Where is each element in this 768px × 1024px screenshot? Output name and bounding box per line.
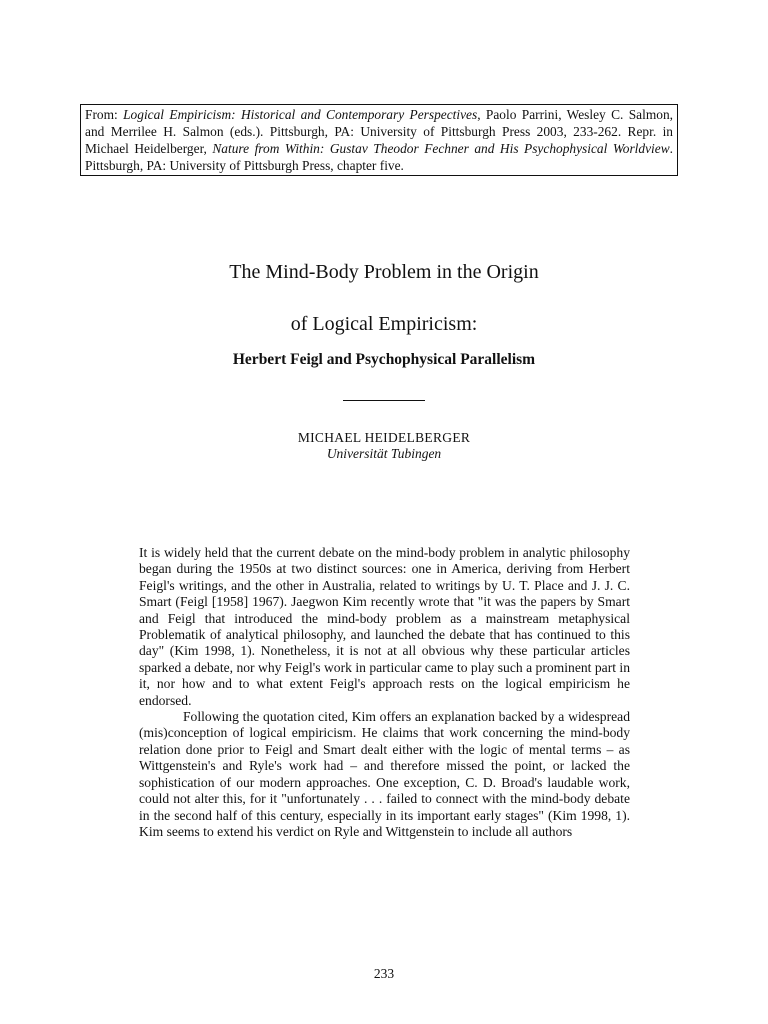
title-divider: [343, 400, 425, 401]
page-number: 233: [373, 966, 395, 981]
author-name: MICHAEL HEIDELBERGER: [297, 430, 471, 445]
source-reprint-title: Nature from Within: Gustav Theodor Fechner and His Psychophysical Worldview: [212, 141, 670, 156]
body-paragraph-2: Following the quotation cited, Kim offers an explanation backed by a widespread (mis)conception of logical empiricism. He claims that work concerning the mind-body relation done prior to Feigl and Smart dealt either with the logic of mental terms – as Wittgenstein's and Ryle's work had – and therefore missed the point, or lacked the sophistication of our modern approaches. One exception, C. D. Broad's laudable work, could not alter this, for it "unfortunately . . . failed to connect with the mind-body debate in the second half of this century, especially in its important early stages" (Kim 1998, 1). Kim seems to extend his verdict on Ryle and Wittgenstein to include all authors: [139, 709, 630, 839]
author-affiliation: Universität Tubingen: [326, 446, 442, 461]
article-title-line-1: The Mind-Body Problem in the Origin: [229, 261, 539, 283]
body-paragraph-1: It is widely held that the current debate on the mind-body problem in analytic philosophy began during the 1950s at two distinct sources: one in America, deriving from Herbert Feigl's writings, and the other in Australia, related to writings by U. T. Place and J. J. C. Smart (Feigl [1958] 1967). Jaegwon Kim recently wrote that "it was the papers by Smart and Feigl that introduced the mind-body problem as a mainstream metaphysical Problematik of analytical philosophy, and launched the debate that has continued to this day" (Kim 1998, 1). Nonetheless, it is not at all obvious why these particular articles sparked a debate, nor why Feigl's work in particular came to play such a prominent part in it, nor how and to what extent Feigl's approach rests on the logical empiricism he endorsed.: [139, 545, 630, 708]
source-prefix: From:: [85, 107, 124, 122]
source-publisher: . Pittsburgh, PA: University of Pittsburgh Press, chapter five.: [85, 141, 673, 173]
source-book-title: Logical Empiricism: Historical and Contemporary Perspectives: [123, 107, 478, 122]
article-body: [139, 545, 630, 840]
article-title-line-2: of Logical Empiricism:: [290, 313, 478, 335]
source-editors: , Paolo Parrini, Wesley C. Salmon, and Merrilee H. Salmon (eds.). Pittsburgh, PA: University of Pittsburgh Press 2003, 233-262. Repr. in Michael Heidelberger,: [85, 107, 673, 156]
source-citation-box: [80, 104, 678, 176]
article-subtitle: Herbert Feigl and Psychophysical Parallelism: [232, 351, 536, 368]
